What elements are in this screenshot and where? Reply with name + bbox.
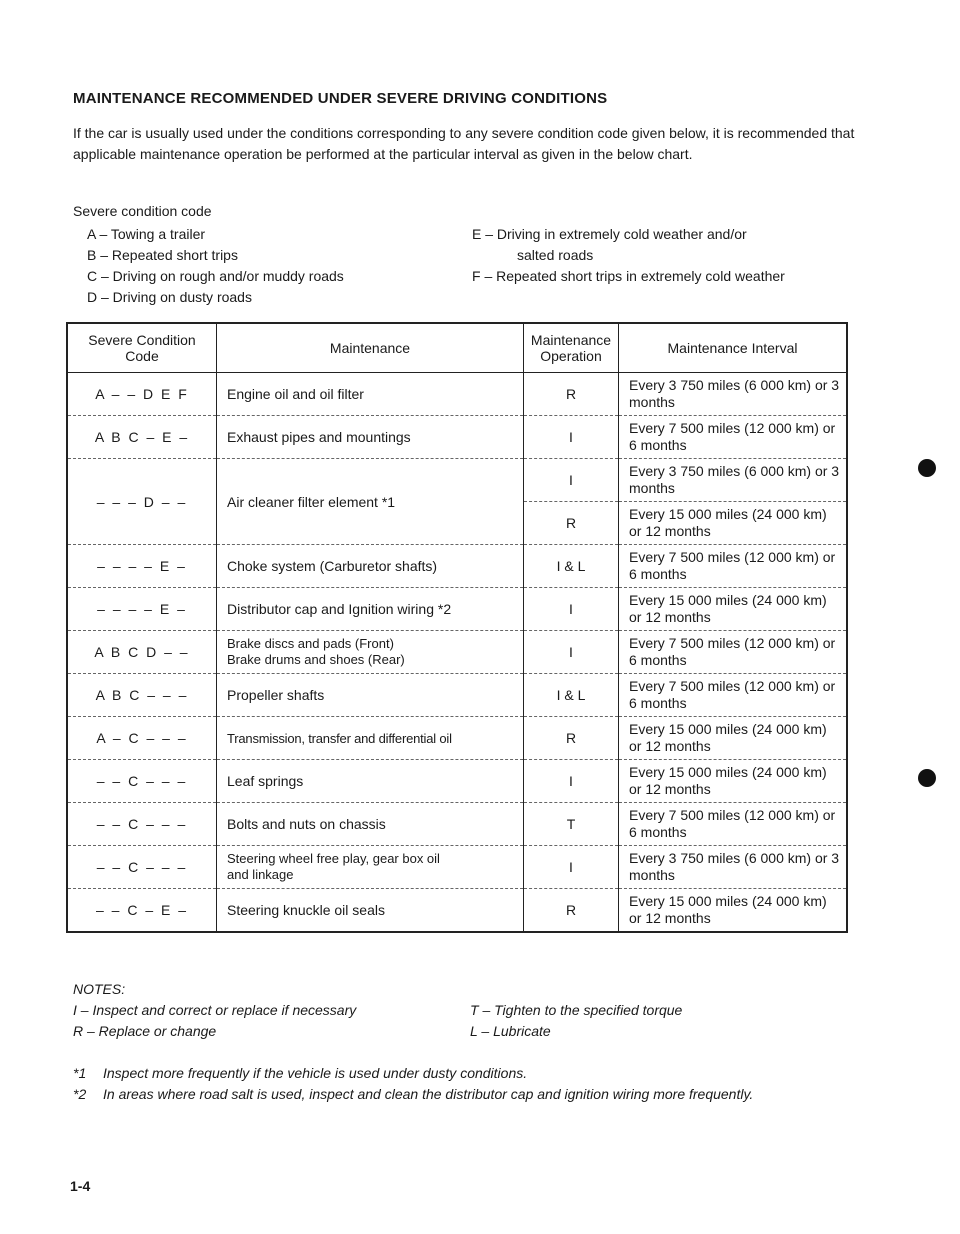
note-item: I – Inspect and correct or replace if necessary — [73, 1002, 357, 1018]
binder-hole-icon — [918, 459, 936, 477]
cell-interval: Every 15 000 miles (24 000 km) or 12 months — [619, 760, 848, 803]
codes-left-list — [87, 224, 344, 308]
notes-right — [470, 1000, 682, 1042]
table-row — [67, 545, 847, 588]
cell-interval: Every 3 750 miles (6 000 km) or 3 months — [619, 846, 848, 889]
intro-paragraph: If the car is usually used under the conditions corresponding to any severe condition code given below, it is recommended that applicable maintenance operation be performed at the particular interval as given in the below chart. — [73, 125, 855, 162]
cell-maintenance — [217, 846, 524, 889]
cell-maintenance: Air cleaner filter element *1 — [217, 459, 524, 545]
table-row — [67, 846, 847, 889]
cell-code: – – C – – – — [67, 846, 217, 889]
maintenance-line: Brake discs and pads (Front) — [227, 636, 394, 651]
cell-maintenance: Transmission, transfer and differential oil — [217, 717, 524, 760]
table-row — [67, 631, 847, 674]
cell-code: A B C D – – — [67, 631, 217, 674]
table-row — [67, 760, 847, 803]
cell-operation: I — [524, 588, 619, 631]
cell-operation: R — [524, 373, 619, 416]
table-row — [67, 416, 847, 459]
code-item: E – Driving in extremely cold weather and/or — [472, 226, 747, 242]
cell-code: – – – – E – — [67, 588, 217, 631]
header-maintenance: Maintenance — [217, 323, 524, 373]
footnote-text: In areas where road salt is used, inspect and clean the distributor cap and ignition wiring more frequently. — [103, 1086, 754, 1102]
cell-maintenance: Steering knuckle oil seals — [217, 889, 524, 932]
cell-maintenance: Bolts and nuts on chassis — [217, 803, 524, 846]
cell-interval: Every 7 500 miles (12 000 km) or 6 months — [619, 803, 848, 846]
maintenance-line: Brake drums and shoes (Rear) — [227, 652, 405, 667]
cell-operation: I — [524, 459, 619, 502]
footnote-mark: *2 — [73, 1086, 87, 1102]
cell-operation: I & L — [524, 545, 619, 588]
table-row — [67, 588, 847, 631]
notes-heading: NOTES: — [73, 981, 126, 997]
code-item-continued: salted roads — [517, 247, 594, 263]
cell-operation: I — [524, 631, 619, 674]
footnote — [73, 1063, 863, 1084]
cell-interval: Every 15 000 miles (24 000 km) or 12 months — [619, 502, 848, 545]
page-title: MAINTENANCE RECOMMENDED UNDER SEVERE DRIVING CONDITIONS — [73, 90, 608, 107]
cell-interval: Every 7 500 miles (12 000 km) or 6 months — [619, 416, 848, 459]
cell-interval: Every 15 000 miles (24 000 km) or 12 months — [619, 588, 848, 631]
page-number: 1-4 — [70, 1178, 91, 1194]
cell-operation: I — [524, 846, 619, 889]
note-item: L – Lubricate — [470, 1023, 551, 1039]
header-code: Severe Condition Code — [67, 323, 217, 373]
cell-maintenance: Leaf springs — [217, 760, 524, 803]
codes-heading: Severe condition code — [73, 203, 212, 219]
maintenance-line: and linkage — [227, 867, 294, 882]
table-row — [67, 373, 847, 416]
table-row — [67, 717, 847, 760]
cell-code: – – – D – – — [67, 459, 217, 545]
cell-maintenance — [217, 631, 524, 674]
cell-maintenance: Choke system (Carburetor shafts) — [217, 545, 524, 588]
table-row — [67, 803, 847, 846]
footnote-text: Inspect more frequently if the vehicle is used under dusty conditions. — [103, 1065, 528, 1081]
cell-interval: Every 3 750 miles (6 000 km) or 3 months — [619, 459, 848, 502]
cell-interval: Every 7 500 miles (12 000 km) or 6 months — [619, 545, 848, 588]
header-operation: Maintenance Operation — [524, 323, 619, 373]
code-item: D – Driving on dusty roads — [87, 289, 252, 305]
cell-code: – – C – – – — [67, 760, 217, 803]
cell-operation: R — [524, 717, 619, 760]
cell-interval: Every 7 500 miles (12 000 km) or 6 months — [619, 631, 848, 674]
cell-maintenance: Engine oil and oil filter — [217, 373, 524, 416]
cell-operation: R — [524, 502, 619, 545]
notes-left — [73, 979, 356, 1042]
header-interval: Maintenance Interval — [619, 323, 848, 373]
cell-operation: I — [524, 760, 619, 803]
code-item: B – Repeated short trips — [87, 247, 238, 263]
note-item: R – Replace or change — [73, 1023, 217, 1039]
cell-code: A – C – – – — [67, 717, 217, 760]
table-row — [67, 459, 847, 502]
code-item: C – Driving on rough and/or muddy roads — [87, 268, 344, 284]
cell-operation: R — [524, 889, 619, 932]
footnote-mark: *1 — [73, 1065, 87, 1081]
code-item: A – Towing a trailer — [87, 226, 206, 242]
cell-operation: I & L — [524, 674, 619, 717]
code-item: F – Repeated short trips in extremely cold weather — [472, 268, 785, 284]
footnotes — [73, 1063, 863, 1105]
table-header-row — [67, 323, 847, 373]
note-item: T – Tighten to the specified torque — [470, 1002, 683, 1018]
maintenance-table — [66, 322, 848, 933]
table-row — [67, 674, 847, 717]
table-row — [67, 889, 847, 932]
cell-operation: I — [524, 416, 619, 459]
cell-code: A – – D E F — [67, 373, 217, 416]
cell-code: – – C – – – — [67, 803, 217, 846]
cell-code: A B C – – – — [67, 674, 217, 717]
cell-interval: Every 15 000 miles (24 000 km) or 12 months — [619, 717, 848, 760]
cell-interval: Every 15 000 miles (24 000 km) or 12 months — [619, 889, 848, 932]
cell-interval: Every 7 500 miles (12 000 km) or 6 months — [619, 674, 848, 717]
cell-operation: T — [524, 803, 619, 846]
codes-right-list — [472, 224, 785, 287]
cell-code: A B C – E – — [67, 416, 217, 459]
cell-maintenance: Exhaust pipes and mountings — [217, 416, 524, 459]
cell-maintenance: Distributor cap and Ignition wiring *2 — [217, 588, 524, 631]
cell-code: – – C – E – — [67, 889, 217, 932]
cell-maintenance: Propeller shafts — [217, 674, 524, 717]
cell-interval: Every 3 750 miles (6 000 km) or 3 months — [619, 373, 848, 416]
cell-code: – – – – E – — [67, 545, 217, 588]
footnote — [73, 1084, 863, 1105]
binder-hole-icon — [918, 769, 936, 787]
maintenance-line: Steering wheel free play, gear box oil — [227, 851, 440, 866]
